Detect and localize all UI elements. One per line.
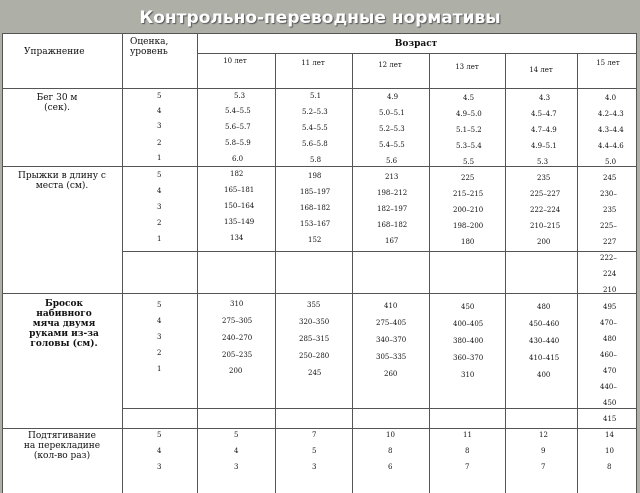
value-cell: 3 bbox=[234, 463, 239, 471]
header-age-10: 10 лет bbox=[223, 57, 247, 65]
value-cell: 4.2–4.3 bbox=[598, 110, 624, 118]
value-cell: 10 bbox=[386, 431, 395, 439]
col-divider-11 bbox=[352, 53, 353, 493]
grade-cell: 1 bbox=[157, 365, 162, 373]
header-exercise: Упражнение bbox=[24, 47, 85, 57]
value-cell: 11 bbox=[463, 431, 472, 439]
value-cell: 235 bbox=[603, 206, 617, 214]
value-cell: 470 bbox=[603, 367, 617, 375]
value-cell: 7 bbox=[541, 463, 546, 471]
value-cell: 380–400 bbox=[453, 337, 484, 345]
value-cell: 410–415 bbox=[529, 354, 560, 362]
value-cell: 260 bbox=[384, 370, 398, 378]
exercise-pullup-line: Подтягивание bbox=[28, 431, 96, 441]
value-cell: 5.5 bbox=[463, 158, 475, 166]
value-cell: 3 bbox=[312, 463, 317, 471]
value-cell: 12 bbox=[539, 431, 548, 439]
value-cell: 4.9 bbox=[387, 93, 399, 101]
value-cell: 340–370 bbox=[376, 336, 407, 344]
value-cell: 14 bbox=[605, 431, 614, 439]
header-bottom-divider bbox=[2, 88, 637, 89]
value-cell: 360–370 bbox=[453, 354, 484, 362]
row-divider-1 bbox=[2, 166, 637, 167]
value-cell: 275–405 bbox=[376, 319, 407, 327]
value-cell: 5.1–5.2 bbox=[456, 126, 482, 134]
value-cell: 225 bbox=[461, 174, 475, 182]
value-cell: 222–224 bbox=[530, 206, 561, 214]
value-cell: 6.0 bbox=[232, 155, 244, 163]
value-cell: 153–167 bbox=[300, 220, 331, 228]
col-divider-14 bbox=[577, 53, 578, 493]
exercise-jump-name: Прыжки в длину с bbox=[18, 171, 106, 181]
value-cell: 222– bbox=[600, 254, 617, 262]
exercise-throw-line: Бросок bbox=[45, 299, 83, 309]
value-cell: 5.4–5.5 bbox=[302, 124, 328, 132]
exercise-throw-line: мяча двумя bbox=[32, 319, 96, 329]
value-cell: 7 bbox=[312, 431, 317, 439]
grade-cell: 5 bbox=[157, 171, 162, 179]
value-cell: 285–315 bbox=[299, 335, 330, 343]
value-cell: 440– bbox=[600, 383, 617, 391]
exercise-throw-line: головы (см). bbox=[30, 339, 98, 349]
value-cell: 5.4–5.5 bbox=[379, 141, 405, 149]
row-divider-2 bbox=[2, 293, 637, 294]
value-cell: 4.9–5.0 bbox=[456, 110, 482, 118]
value-cell: 165–181 bbox=[224, 186, 255, 194]
value-cell: 5.1 bbox=[310, 92, 322, 100]
col-divider-12 bbox=[429, 53, 430, 493]
value-cell: 235 bbox=[537, 174, 551, 182]
header-age: Возраст bbox=[394, 39, 438, 49]
col-divider-13 bbox=[505, 53, 506, 493]
value-cell: 168–182 bbox=[300, 204, 331, 212]
value-cell: 150–164 bbox=[224, 202, 255, 210]
value-cell: 5 bbox=[312, 447, 317, 455]
exercise-pullup-line: на перекладине bbox=[23, 441, 101, 451]
table-border-top bbox=[2, 33, 637, 34]
value-cell: 205–235 bbox=[222, 351, 253, 359]
value-cell: 8 bbox=[388, 447, 393, 455]
grade-cell: 3 bbox=[157, 122, 162, 130]
page-title: Контрольно-переводные нормативы bbox=[139, 8, 501, 28]
exercise-pull-ups bbox=[8, 431, 116, 461]
value-cell: 10 bbox=[605, 447, 614, 455]
grade-cell: 2 bbox=[157, 219, 162, 227]
exercise-run-name: Бег 30 м bbox=[36, 93, 78, 103]
col-divider-10 bbox=[275, 53, 276, 493]
value-cell: 5 bbox=[234, 431, 239, 439]
subrow-divider-1 bbox=[122, 251, 637, 252]
value-cell: 450 bbox=[461, 303, 475, 311]
value-cell: 152 bbox=[308, 236, 322, 244]
value-cell: 245 bbox=[308, 369, 322, 377]
grade-cell: 5 bbox=[157, 301, 162, 309]
value-cell: 4.0 bbox=[605, 94, 617, 102]
value-cell: 4.4–4.6 bbox=[598, 142, 624, 150]
value-cell: 225– bbox=[600, 222, 617, 230]
value-cell: 8 bbox=[607, 463, 612, 471]
value-cell: 200 bbox=[229, 367, 243, 375]
grade-cell: 3 bbox=[157, 463, 162, 471]
grade-cell: 1 bbox=[157, 235, 162, 243]
value-cell: 8 bbox=[465, 447, 470, 455]
value-cell: 5.6–5.8 bbox=[302, 140, 328, 148]
value-cell: 430–440 bbox=[529, 337, 560, 345]
grade-cell: 4 bbox=[157, 317, 162, 325]
value-cell: 200 bbox=[537, 238, 551, 246]
value-cell: 7 bbox=[465, 463, 470, 471]
value-cell: 4.3 bbox=[539, 94, 551, 102]
value-cell: 240–270 bbox=[222, 334, 253, 342]
grade-cell: 2 bbox=[157, 349, 162, 357]
grade-cell: 4 bbox=[157, 187, 162, 195]
value-cell: 245 bbox=[603, 174, 617, 182]
header-age-11: 11 лет bbox=[301, 59, 325, 67]
value-cell: 167 bbox=[385, 237, 399, 245]
value-cell: 5.0 bbox=[605, 158, 617, 166]
table-border-left bbox=[2, 33, 3, 493]
grade-cell: 2 bbox=[157, 139, 162, 147]
value-cell: 415 bbox=[603, 415, 617, 423]
value-cell: 180 bbox=[461, 238, 475, 246]
exercise-long-jump bbox=[6, 171, 118, 191]
header-age-13: 13 лет bbox=[455, 63, 479, 71]
value-cell: 5.6–5.7 bbox=[225, 123, 251, 131]
exercise-throw-line: набивного bbox=[36, 309, 92, 319]
value-cell: 400 bbox=[537, 371, 551, 379]
header-age-15: 15 лет bbox=[596, 59, 620, 67]
value-cell: 182–197 bbox=[377, 205, 408, 213]
norms-table bbox=[2, 33, 637, 493]
value-cell: 250–280 bbox=[299, 352, 330, 360]
grade-cell: 4 bbox=[157, 107, 162, 115]
value-cell: 198–200 bbox=[453, 222, 484, 230]
value-cell: 200–210 bbox=[453, 206, 484, 214]
value-cell: 4.5–4.7 bbox=[531, 110, 557, 118]
value-cell: 213 bbox=[385, 173, 399, 181]
value-cell: 5.8–5.9 bbox=[225, 139, 251, 147]
value-cell: 5.3 bbox=[234, 92, 246, 100]
subrow-divider-2 bbox=[122, 408, 637, 409]
grade-cell: 4 bbox=[157, 447, 162, 455]
value-cell: 355 bbox=[307, 301, 321, 309]
value-cell: 310 bbox=[461, 371, 475, 379]
value-cell: 460– bbox=[600, 351, 617, 359]
grade-cell: 5 bbox=[157, 431, 162, 439]
value-cell: 210 bbox=[603, 286, 617, 294]
table-border-right bbox=[636, 33, 637, 493]
exercise-pullup-line: (кол-во раз) bbox=[33, 451, 91, 461]
value-cell: 5.3 bbox=[537, 158, 549, 166]
value-cell: 5.8 bbox=[310, 156, 322, 164]
value-cell: 5.6 bbox=[386, 157, 398, 165]
value-cell: 4 bbox=[234, 447, 239, 455]
value-cell: 5.0–5.1 bbox=[379, 109, 405, 117]
value-cell: 198–212 bbox=[377, 189, 408, 197]
value-cell: 450–460 bbox=[529, 320, 560, 328]
header-age-14: 14 лет bbox=[529, 66, 553, 74]
grade-cell: 3 bbox=[157, 333, 162, 341]
value-cell: 224 bbox=[603, 270, 617, 278]
value-cell: 400–405 bbox=[453, 320, 484, 328]
value-cell: 305–335 bbox=[376, 353, 407, 361]
value-cell: 5.3–5.4 bbox=[456, 142, 482, 150]
value-cell: 230– bbox=[600, 190, 617, 198]
value-cell: 5.2–5.3 bbox=[302, 108, 328, 116]
value-cell: 210–215 bbox=[530, 222, 561, 230]
value-cell: 198 bbox=[308, 172, 322, 180]
value-cell: 182 bbox=[230, 170, 244, 178]
header-grade: Оценка, уровень bbox=[130, 37, 169, 57]
value-cell: 275–305 bbox=[222, 317, 253, 325]
value-cell: 450 bbox=[603, 399, 617, 407]
value-cell: 470– bbox=[600, 319, 617, 327]
col-divider-grade bbox=[197, 33, 198, 493]
value-cell: 4.7–4.9 bbox=[531, 126, 557, 134]
value-cell: 225–227 bbox=[530, 190, 561, 198]
exercise-run-30m bbox=[17, 93, 97, 113]
header-age-divider bbox=[197, 53, 637, 54]
grade-cell: 3 bbox=[157, 203, 162, 211]
grade-cell: 5 bbox=[157, 92, 162, 100]
value-cell: 215–215 bbox=[453, 190, 484, 198]
value-cell: 185–197 bbox=[300, 188, 331, 196]
value-cell: 4.3–4.4 bbox=[598, 126, 624, 134]
value-cell: 480 bbox=[537, 303, 551, 311]
exercise-jump-unit: места (см). bbox=[35, 181, 89, 191]
value-cell: 6 bbox=[388, 463, 393, 471]
value-cell: 135–149 bbox=[224, 218, 255, 226]
exercise-ball-throw bbox=[24, 299, 104, 349]
grade-cell: 1 bbox=[157, 154, 162, 162]
value-cell: 4.9–5.1 bbox=[531, 142, 557, 150]
exercise-throw-line: руками из-за bbox=[29, 329, 99, 339]
value-cell: 5.4–5.5 bbox=[225, 107, 251, 115]
col-divider-exercise bbox=[122, 33, 123, 493]
value-cell: 480 bbox=[603, 335, 617, 343]
exercise-run-unit: (сек). bbox=[44, 103, 70, 113]
value-cell: 5.2–5.3 bbox=[379, 125, 405, 133]
value-cell: 410 bbox=[384, 302, 398, 310]
value-cell: 4.5 bbox=[463, 94, 475, 102]
value-cell: 310 bbox=[230, 300, 244, 308]
value-cell: 227 bbox=[603, 238, 617, 246]
value-cell: 168–182 bbox=[377, 221, 408, 229]
header-age-12: 12 лет bbox=[378, 61, 402, 69]
value-cell: 320–350 bbox=[299, 318, 330, 326]
value-cell: 495 bbox=[603, 303, 617, 311]
row-divider-3 bbox=[2, 428, 637, 429]
value-cell: 9 bbox=[541, 447, 546, 455]
value-cell: 134 bbox=[230, 234, 244, 242]
